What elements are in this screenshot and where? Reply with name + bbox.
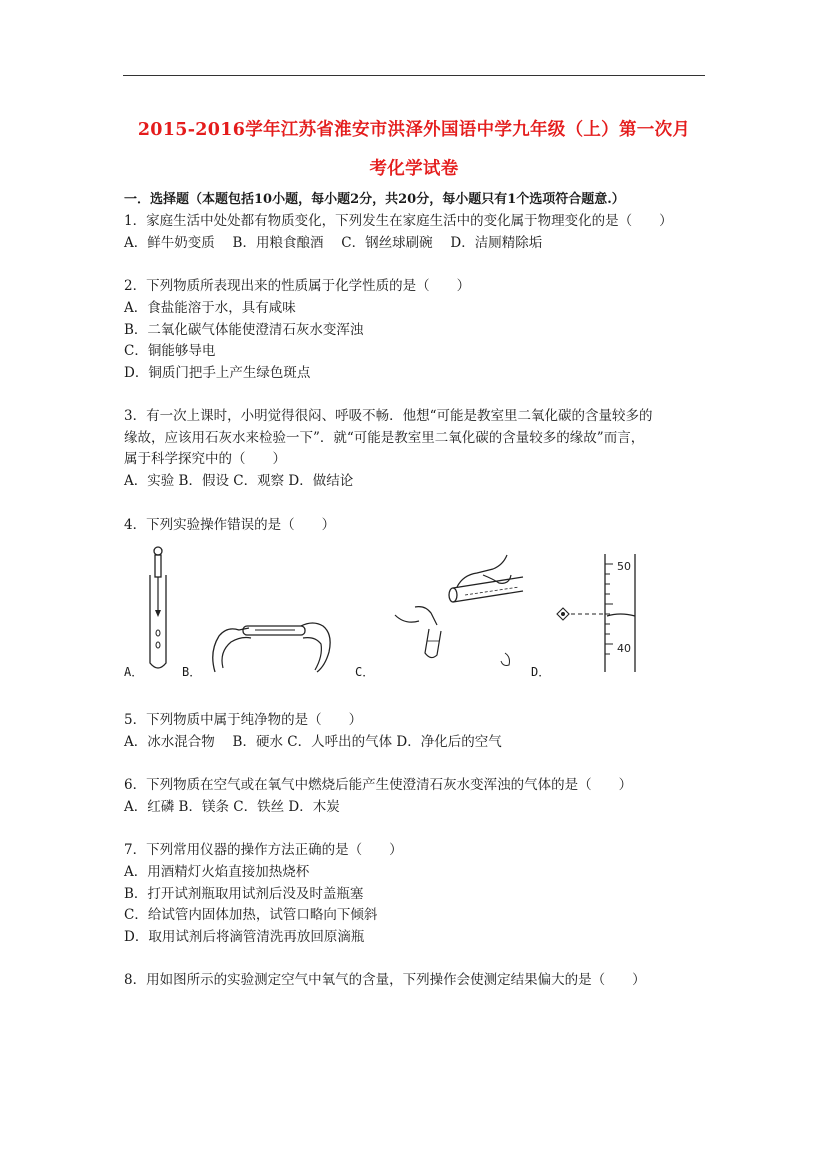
q3-stem-line3: 属于科学探究中的（ ） (124, 451, 286, 467)
figure-c-pouring (385, 545, 530, 670)
figure-a-dropper (140, 545, 180, 675)
q1-stem: 1．家庭生活中处处都有物质变化，下列发生在家庭生活中的变化属于物理变化的是（ ） (124, 213, 673, 229)
figure-b-hands-tube (205, 612, 345, 674)
scale-label-top: 50 (617, 560, 631, 573)
q2-option-b: B．二氧化碳气体能使澄清石灰水变浑浊 (124, 322, 364, 338)
q1-options: A．鲜牛奶变质 B．用粮食酿酒 C．钢丝球刷碗 D．洁厕精除垢 (124, 235, 543, 251)
q7-option-a: A．用酒精灯火焰直接加热烧杯 (124, 864, 310, 880)
figure-a-label: A． (124, 665, 144, 679)
exam-title-line2: 考化学试卷 (369, 159, 459, 179)
q8-stem: 8．用如图所示的实验测定空气中氧气的含量，下列操作会使测定结果偏大的是（ ） (124, 972, 646, 988)
q2-option-a: A．食盐能溶于水，具有咸味 (124, 300, 296, 316)
figure-d-label: D． (531, 665, 551, 679)
q5-stem: 5．下列物质中属于纯净物的是（ ） (124, 712, 363, 728)
scale-label-bottom: 40 (617, 642, 631, 655)
q2-stem: 2．下列物质所表现出来的性质属于化学性质的是（ ） (124, 278, 471, 294)
q3-stem-line2: 缘故，应该用石灰水来检验一下”．就“可能是教室里二氧化碳的含量较多的缘故”而言， (124, 430, 645, 446)
q5-options: A．冰水混合物 B．硬水 C．人呼出的气体 D．净化后的空气 (124, 734, 502, 750)
q6-options: A．红磷 B．镁条 C．铁丝 D．木炭 (124, 799, 340, 815)
q2-option-d: D．铜质门把手上产生绿色斑点 (124, 365, 311, 381)
header-rule (123, 75, 705, 76)
q7-option-c: C．给试管内固体加热，试管口略向下倾斜 (124, 907, 378, 923)
q7-option-d: D．取用试剂后将滴管清洗再放回原滴瓶 (124, 929, 365, 945)
figure-b-label: B． (182, 665, 202, 679)
q7-stem: 7．下列常用仪器的操作方法正确的是（ ） (124, 842, 403, 858)
q4-stem: 4．下列实验操作错误的是（ ） (124, 517, 336, 533)
q3-stem-line1: 3．有一次上课时，小明觉得很闷、呼吸不畅．他想“可能是教室里二氧化碳的含量较多的 (124, 408, 653, 424)
exam-title-line1: 2015-2016学年江苏省淮安市洪泽外国语中学九年级（上）第一次月 (137, 120, 691, 140)
figure-c-label: C． (355, 665, 375, 679)
q3-options: A．实验 B．假设 C．观察 D．做结论 (124, 473, 354, 489)
q2-option-c: C．铜能够导电 (124, 343, 216, 359)
q6-stem: 6．下列物质在空气或在氧气中燃烧后能产生使澄清石灰水变浑浊的气体的是（ ） (124, 777, 633, 793)
section-heading: 一．选择题（本题包括10小题，每小题2分，共20分，每小题只有1个选项符合题意.） (124, 192, 625, 207)
figure-d-cylinder-reading (555, 552, 645, 674)
q7-option-b: B．打开试剂瓶取用试剂后没及时盖瓶塞 (124, 886, 364, 902)
